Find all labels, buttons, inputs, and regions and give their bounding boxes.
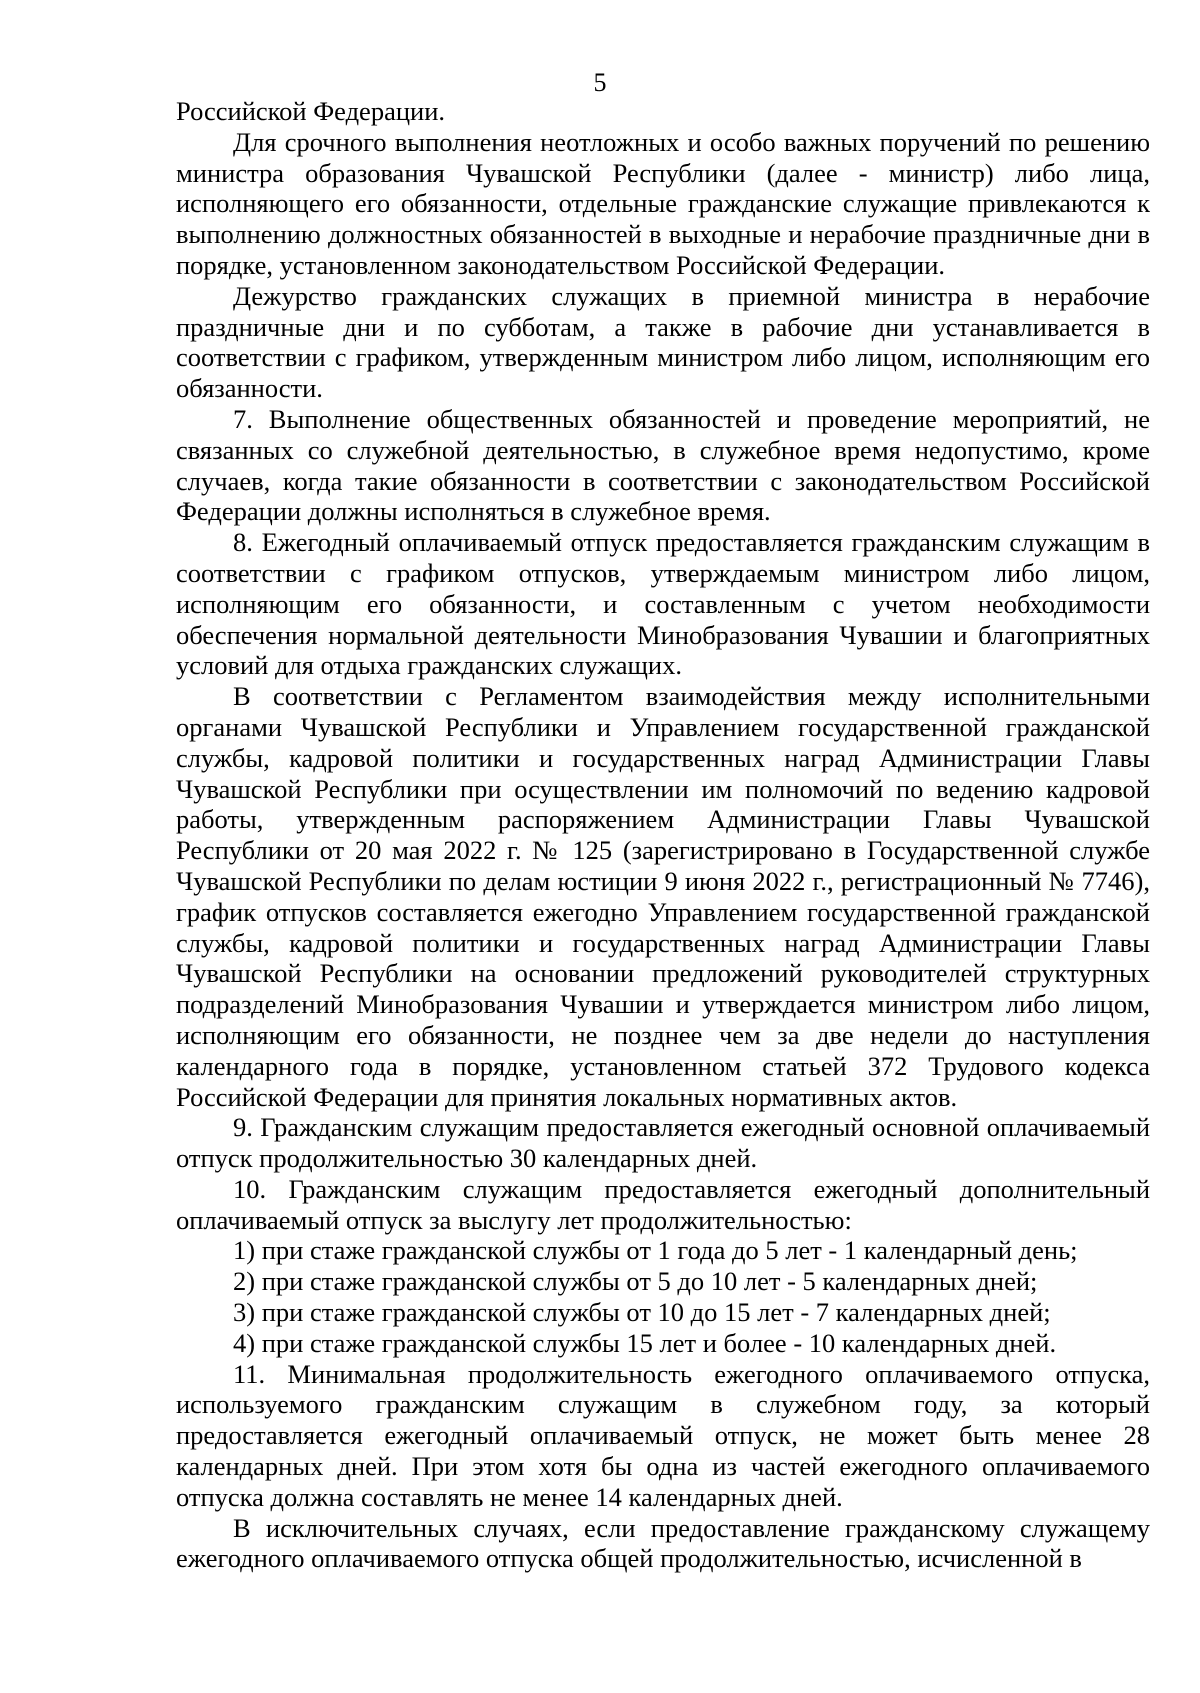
list-item-seniority-2: 2) при стаже гражданской службы от 5 до 10 лет - 5 календарных дней; xyxy=(233,1266,1038,1297)
paragraph-vacation-schedule-regulation: В соответствии с Регламентом взаимодействия между исполнительными органами Чувашской Республики и Управлением государственной гражданской службы, кадровой политики и государственных наград Администрации Главы Чувашской Республики при осуществлении им полномочий по ведению кадровой работы, утвержденным распоряжением Администрации Главы Чувашской Республики от 20 мая 2022 г. № 125 (зарегистрировано в Государственной службе Чувашской Республики по делам юстиции 9 июня 2022 г., регистрационный № 7746), график отпусков составляется ежегодно Управлением государственной гражданской службы, кадровой политики и государственных наград Администрации Главы Чувашской Республики на основании предложений руководителей структурных подразделений Минобразования Чувашии и утверждается министром либо лицом, исполняющим его обязанности, не позднее чем за две недели до наступления календарного года в порядке, установленном статьей 372 Трудового кодекса Российской Федерации для принятия локальных нормативных актов. xyxy=(176,681,1150,1112)
paragraph-exceptional-cases: В исключительных случаях, если предоставление гражданскому служащему ежегодного оплачиваемого отпуска общей продолжительностью, исчисленной в xyxy=(176,1512,1150,1574)
paragraph-item-9: 9. Гражданским служащим предоставляется ежегодный основной оплачиваемый отпуск продолжительностью 30 календарных дней. xyxy=(176,1112,1150,1174)
document-body xyxy=(176,96,1150,1574)
list-item-seniority-1: 1) при стаже гражданской службы от 1 года до 5 лет - 1 календарный день; xyxy=(233,1235,1078,1266)
paragraph-continuation: Российской Федерации. xyxy=(176,96,445,126)
paragraph-duty-schedule: Дежурство гражданских служащих в приемной министра в нерабочие праздничные дни и по субботам, а также в рабочие дни устанавливается в соответствии с графиком, утвержденным министром либо лицом, исполняющим его обязанности. xyxy=(176,280,1150,404)
paragraph-urgent-assignments: Для срочного выполнения неотложных и особо важных поручений по решению министра образования Чувашской Республики (далее - министр) либо лица, исполняющего его обязанности, отдельные гражданские служащие привлекаются к выполнению должностных обязанностей в выходные и нерабочие праздничные дни в порядке, установленном законодательством Российской Федерации. xyxy=(176,126,1150,280)
list-item-seniority-4: 4) при стаже гражданской службы 15 лет и более - 10 календарных дней. xyxy=(233,1327,1057,1358)
list-item-seniority-3: 3) при стаже гражданской службы от 10 до 15 лет - 7 календарных дней; xyxy=(233,1297,1051,1328)
paragraph-item-11: 11. Минимальная продолжительность ежегодного оплачиваемого отпуска, используемого гражданским служащим в служебном году, за который предоставляется ежегодный оплачиваемый отпуск, не может быть менее 28 календарных дней. При этом хотя бы одна из частей ежегодного оплачиваемого отпуска должна составлять не менее 14 календарных дней. xyxy=(176,1358,1150,1512)
paragraph-item-8: 8. Ежегодный оплачиваемый отпуск предоставляется гражданским служащим в соответствии с графиком отпусков, утверждаемым министром либо лицом, исполняющим его обязанности, и составленным с учетом необходимости обеспечения нормальной деятельности Минобразования Чувашии и благоприятных условий для отдыха гражданских служащих. xyxy=(176,527,1150,681)
paragraph-item-7: 7. Выполнение общественных обязанностей и проведение мероприятий, не связанных со служебной деятельностью, в служебное время недопустимо, кроме случаев, когда такие обязанности в соответствии с законодательством Российской Федерации должны исполняться в служебное время. xyxy=(176,403,1150,527)
page-number: 5 xyxy=(593,68,607,97)
paragraph-item-10: 10. Гражданским служащим предоставляется ежегодный дополнительный оплачиваемый отпуск за выслугу лет продолжительностью: xyxy=(176,1173,1150,1235)
